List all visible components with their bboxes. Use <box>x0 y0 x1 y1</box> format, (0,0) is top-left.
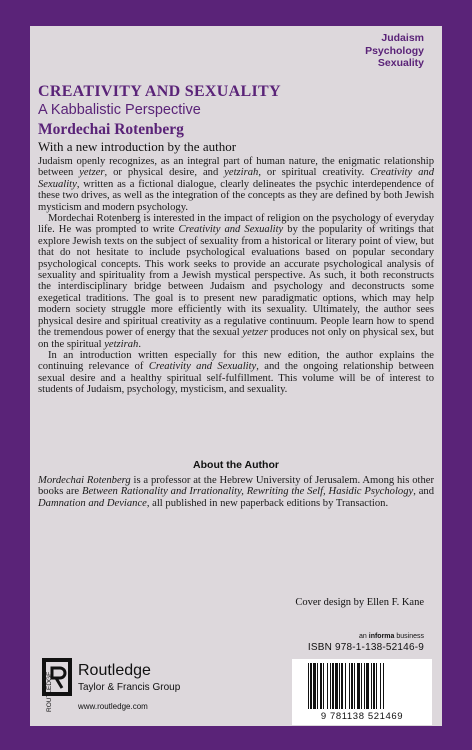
barcode-bar <box>361 663 362 709</box>
barcode-bar <box>330 663 331 709</box>
barcode <box>292 659 432 725</box>
barcode-bar <box>332 663 334 709</box>
barcode-bar <box>317 663 318 709</box>
barcode-bar <box>371 663 372 709</box>
barcode-bar <box>351 663 353 709</box>
barcode-bar <box>357 663 360 709</box>
barcode-bar <box>364 663 365 709</box>
routledge-logo-icon <box>42 658 76 719</box>
book-title: CREATIVITY AND SEXUALITY <box>38 83 281 100</box>
barcode-bar <box>327 663 328 709</box>
publisher-tagline: Taylor & Francis Group <box>78 682 181 693</box>
barcode-number: 9 781138 521469 <box>320 711 404 722</box>
barcode-bar <box>349 663 350 709</box>
description-paragraph-1: Judaism openly recognizes, as an integral part of human nature, the enigmatic relationship between yetzer, or physical desire, and yetzirah, or spiritual creativity. Creativity and Sexuality, written as a fictional dialogue, clearly delineates the psychic interdependence of these two drives, as well as the integration of the concepts as they are defined by both Jewish mysticism and modern psychology. <box>38 156 435 213</box>
informa-business-line: an informa business <box>359 633 424 640</box>
barcode-bar <box>345 663 346 709</box>
barcode-bar <box>380 663 381 709</box>
barcode-bars <box>306 663 418 709</box>
barcode-bar <box>354 663 355 709</box>
barcode-bar <box>366 663 369 709</box>
barcode-bar <box>308 663 309 709</box>
barcode-bar <box>341 663 343 709</box>
barcode-bar <box>323 663 324 709</box>
subject-psychology: Psychology <box>365 44 424 57</box>
cover-design-credit: Cover design by Ellen F. Kane <box>295 597 424 608</box>
barcode-bar <box>373 663 375 709</box>
barcode-bar <box>335 663 338 709</box>
barcode-bar <box>339 663 340 709</box>
publisher-website[interactable]: www.routledge.com <box>78 702 148 711</box>
book-author: Mordechai Rotenberg <box>38 121 184 138</box>
about-author-heading: About the Author <box>193 459 279 471</box>
subject-categories <box>365 32 424 70</box>
description-paragraph-2: Mordechai Rotenberg is interested in the impact of religion on the psychology of everyday life. He was prompted to write Creativity and Sexuality by the popularity of writings that explore Jewish texts on the subject of sexuality from a historical or literary point of view, but that do not hesitate to include psychological evaluations based on popular secondary psychological concepts. This work seeks to provide an accurate psychological analysis of sexuality and spirituality from a Jewish mystical perspective. As such, it both reconstructs the interdisciplinary bridge between Judaism and psychology and deconstructs some exegetical traditions. The goal is to present new paradigmatic options, which may help modern society struggle more efficiently with its sexuality. Ultimately, the author sees physical desire and spiritual creativity as a regulative continuum. People learn how to spend the tremendous power of energy that the sexual yetzer produces not only on physical sex, but on the spiritual yetzirah. <box>38 213 434 350</box>
book-description <box>38 156 434 396</box>
subject-judaism: Judaism <box>381 32 424 44</box>
about-author-text: Mordechai Rotenberg is a professor at the Hebrew University of Jerusalem. Among his other books are Between Rationality and Irrationality, Rewriting the Self, Hasidic Psychology, and Damnation and Deviance, all published in new paperback editions by Transaction. <box>38 475 435 509</box>
publisher-name: Routledge <box>78 662 151 679</box>
description-paragraph-3: In an introduction written especially for this new edition, the author explains the continuing relevance of Creativity and Sexuality, and the ongoing relationship between sexual desire and a healthy spiritual self-fulfillment. This volume will be of interest to students of Judaism, psychology, mysticism, and sexuality. <box>38 349 434 396</box>
barcode-bar <box>376 663 377 709</box>
book-subtitle: A Kabbalistic Perspective <box>38 102 201 118</box>
back-cover-panel <box>30 26 442 726</box>
new-introduction-note: With a new introduction by the author <box>38 139 237 154</box>
barcode-bar <box>320 663 322 709</box>
barcode-bar <box>313 663 316 709</box>
isbn: ISBN 978-1-138-52146-9 <box>307 642 424 653</box>
logo-side-text: ROUTLEDGE <box>46 671 53 712</box>
subject-sexuality: Sexuality <box>377 57 424 69</box>
barcode-bar <box>310 663 312 709</box>
barcode-bar <box>383 663 384 709</box>
